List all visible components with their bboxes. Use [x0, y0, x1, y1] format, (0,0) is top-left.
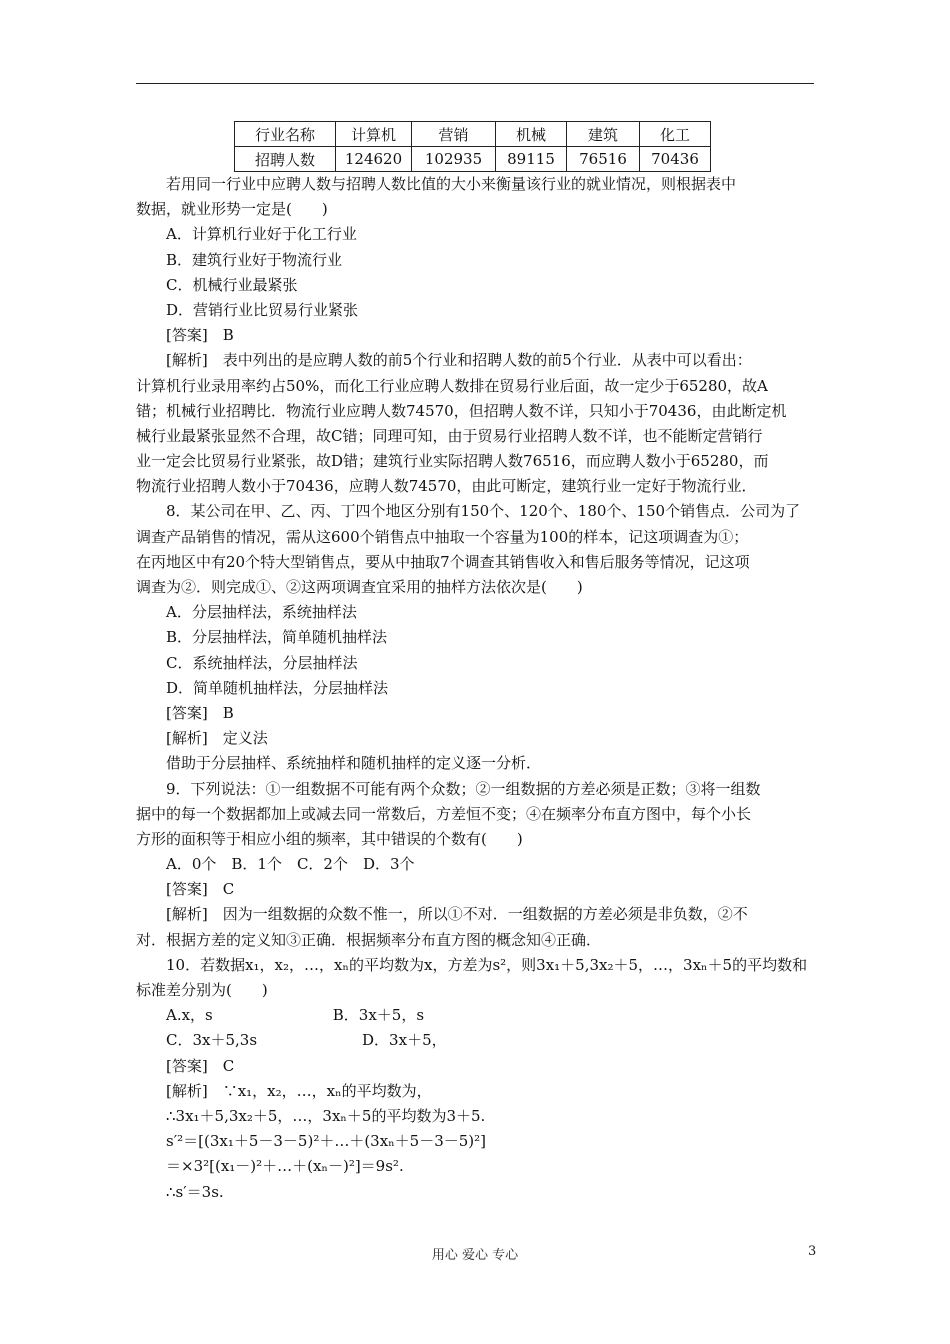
text-line: [答案] C: [166, 1056, 235, 1075]
text-line: [答案] C: [166, 880, 235, 899]
text-line: 8．某公司在甲、乙、丙、丁四个地区分别有150个、120个、180个、150个销售点．公司为了: [166, 502, 801, 521]
text-line: 10．若数据x₁，x₂，…，xₙ的平均数为x，方差为s²，则3x₁＋5,3x₂＋5，…，3xₙ＋5的平均数和: [166, 955, 808, 974]
text-line: 据中的每一个数据都加上或减去同一常数后，方差恒不变；④在频率分布直方图中，每个小长: [136, 804, 752, 823]
document-body: [136, 172, 816, 1205]
table-row: [235, 147, 711, 172]
text-line: ∴3x₁＋5,3x₂＋5，…，3xₙ＋5的平均数为3＋5.: [166, 1106, 486, 1125]
text-line: A．0个 B．1个 C．2个 D．3个: [166, 855, 415, 874]
text-line: [答案] B: [166, 326, 234, 345]
text-line: A．分层抽样法，系统抽样法: [166, 603, 357, 622]
text-line: 9．下列说法：①一组数据不可能有两个众数；②一组数据的方差必须是正数；③将一组数: [166, 779, 761, 798]
table-cell: 76516: [567, 147, 640, 172]
footer-motto: 用心 爱心 专心: [431, 1248, 519, 1263]
header-rule: [136, 83, 814, 84]
table-cell: 89115: [496, 147, 567, 172]
text-line: [解析] ∵x₁，x₂，…，xₙ的平均数为，: [166, 1081, 432, 1100]
text-line: [解析] 定义法: [166, 729, 268, 748]
table-header-row: [235, 122, 711, 147]
table-cell: 机械: [496, 122, 567, 147]
text-line: 业一定会比贸易行业紧张，故D错；建筑行业实际招聘人数76516，而应聘人数小于65280，而: [136, 452, 769, 471]
table-cell: 行业名称: [235, 122, 336, 147]
text-line: D．营销行业比贸易行业紧张: [166, 300, 359, 319]
text-line: [答案] B: [166, 703, 234, 722]
text-line: A.x，s B．3x＋5，s: [166, 1006, 425, 1025]
text-line: 物流行业招聘人数小于70436，应聘人数74570，由此可断定，建筑行业一定好于物流行业．: [136, 477, 757, 496]
text-line: 计算机行业录用率约占50%，而化工行业应聘人数排在贸易行业后面，故一定少于65280，故A: [136, 376, 768, 395]
table-cell: 计算机: [336, 122, 412, 147]
text-line: D．简单随机抽样法，分层抽样法: [166, 678, 389, 697]
text-line: 数据，就业形势一定是( ): [136, 200, 328, 219]
table-cell: 化工: [640, 122, 711, 147]
text-line: 对．根据方差的定义知③正确．根据频率分布直方图的概念知④正确．: [136, 930, 602, 949]
table-cell: 营销: [412, 122, 496, 147]
text-line: 械行业最紧张显然不合理，故C错；同理可知，由于贸易行业招聘人数不详，也不能断定营销行: [136, 426, 763, 445]
text-line: [解析] 表中列出的是应聘人数的前5个行业和招聘人数的前5个行业．从表中可以看出：: [166, 351, 752, 370]
text-line: [解析] 因为一组数据的众数不惟一，所以①不对．一组数据的方差必须是非负数，②不: [166, 905, 748, 924]
text-line: A．计算机行业好于化工行业: [166, 225, 357, 244]
page-number: 3: [808, 1244, 817, 1259]
text-line: ＝×3²[(x₁－)²＋…＋(xₙ－)²]＝9s².: [166, 1157, 404, 1176]
table-cell: 招聘人数: [235, 147, 336, 172]
text-line: ∴s′＝3s.: [166, 1182, 224, 1201]
text-line: s′²＝[(3x₁＋5－3－5)²＋…＋(3xₙ＋5－3－5)²]: [166, 1132, 487, 1151]
text-line: C．机械行业最紧张: [166, 275, 298, 294]
table-cell: 建筑: [567, 122, 640, 147]
text-line: 借助于分层抽样、系统抽样和随机抽样的定义逐一分析．: [166, 754, 542, 773]
text-line: 在丙地区中有20个特大型销售点，要从中抽取7个调查其销售收入和售后服务等情况，记这项: [136, 552, 750, 571]
text-line: 错；机械行业招聘比．物流行业应聘人数74570，但招聘人数不详，只知小于70436，由此断定机: [136, 401, 787, 420]
text-line: B．建筑行业好于物流行业: [166, 250, 343, 269]
text-line: 标准差分别为( ): [136, 981, 268, 999]
recruitment-table: [234, 121, 711, 172]
table-cell: 124620: [336, 147, 412, 172]
text-line: C．系统抽样法，分层抽样法: [166, 653, 358, 672]
text-line: C．3x＋5,3s D．3x＋5，: [166, 1031, 447, 1050]
text-line: 方形的面积等于相应小组的频率，其中错误的个数有( ): [136, 829, 523, 848]
text-line: 若用同一行业中应聘人数与招聘人数比值的大小来衡量该行业的就业情况，则根据表中: [166, 175, 737, 193]
text-line: B．分层抽样法，简单随机抽样法: [166, 628, 388, 647]
table-cell: 70436: [640, 147, 711, 172]
text-line: 调查为②．则完成①、②这两项调查宜采用的抽样方法依次是( ): [136, 578, 583, 596]
table-cell: 102935: [412, 147, 496, 172]
text-line: 调查产品销售的情况，需从这600个销售点中抽取一个容量为100的样本，记这项调查为①；: [136, 527, 749, 546]
